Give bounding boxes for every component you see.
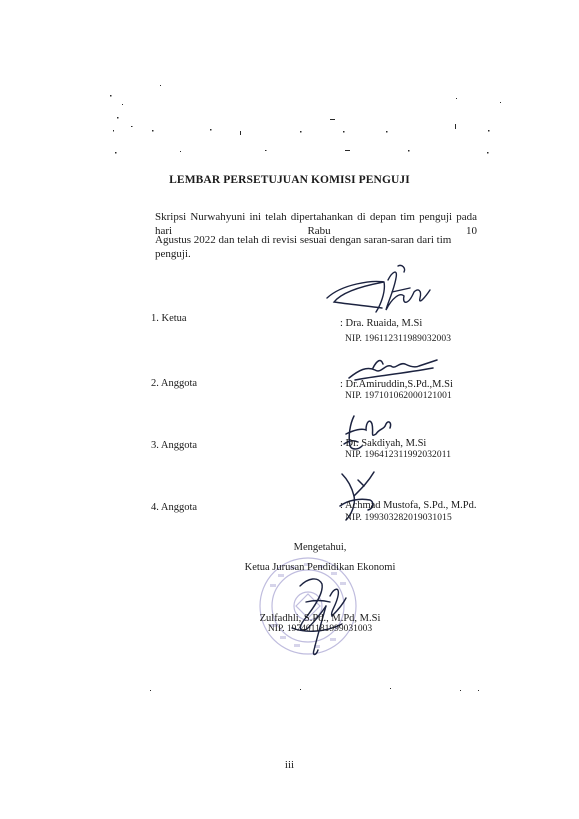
examiner-1-role: 1. Ketua (151, 313, 187, 324)
examiner-4-role: 4. Anggota (151, 502, 198, 513)
approval-statement-line2: Agustus 2022 dan telah di revisi sesuai dengan saran-saran dari tim penguji. (155, 234, 452, 260)
examiner-4-nip: NIP. 199303282019031015 (345, 513, 452, 523)
approval-statement-line1: Skripsi Nurwahyuni ini telah dipertahankan di depan tim penguji pada hari Rabu 10 (155, 211, 477, 237)
examiner-2-name: : Dr.Amiruddin,S.Pd.,M.Si (340, 379, 453, 390)
approval-position: Ketua Jurusan Pendidikan Ekonomi (244, 562, 396, 573)
examiner-4-name: : Achmad Mustofa, S.Pd., M.Pd. (340, 500, 477, 511)
examiner-3-nip: NIP. 196412311992032011 (345, 450, 452, 460)
signature-ketua (322, 262, 432, 322)
examiner-1-name: : Dra. Ruaida, M.Si (340, 318, 423, 329)
approval-nip: NIP. 197401181999031003 (267, 624, 373, 634)
examiner-1-nip: NIP. 196112311989032003 (345, 334, 452, 344)
examiner-2-role: 2. Anggota (151, 378, 198, 389)
document-title: LEMBAR PERSETUJUAN KOMISI PENGUJI (169, 174, 410, 186)
approval-name: Zulfadhli, S.Pd., M.Pd, M.Si (259, 613, 381, 624)
approval-label: Mengetahui, (293, 542, 347, 553)
examiner-2-nip: NIP. 197101062000121001 (345, 391, 452, 401)
page-number: iii (284, 759, 295, 771)
examiner-3-name: : Dr. Sakdiyah, M.Si (340, 438, 427, 449)
examiner-3-role: 3. Anggota (151, 440, 198, 451)
